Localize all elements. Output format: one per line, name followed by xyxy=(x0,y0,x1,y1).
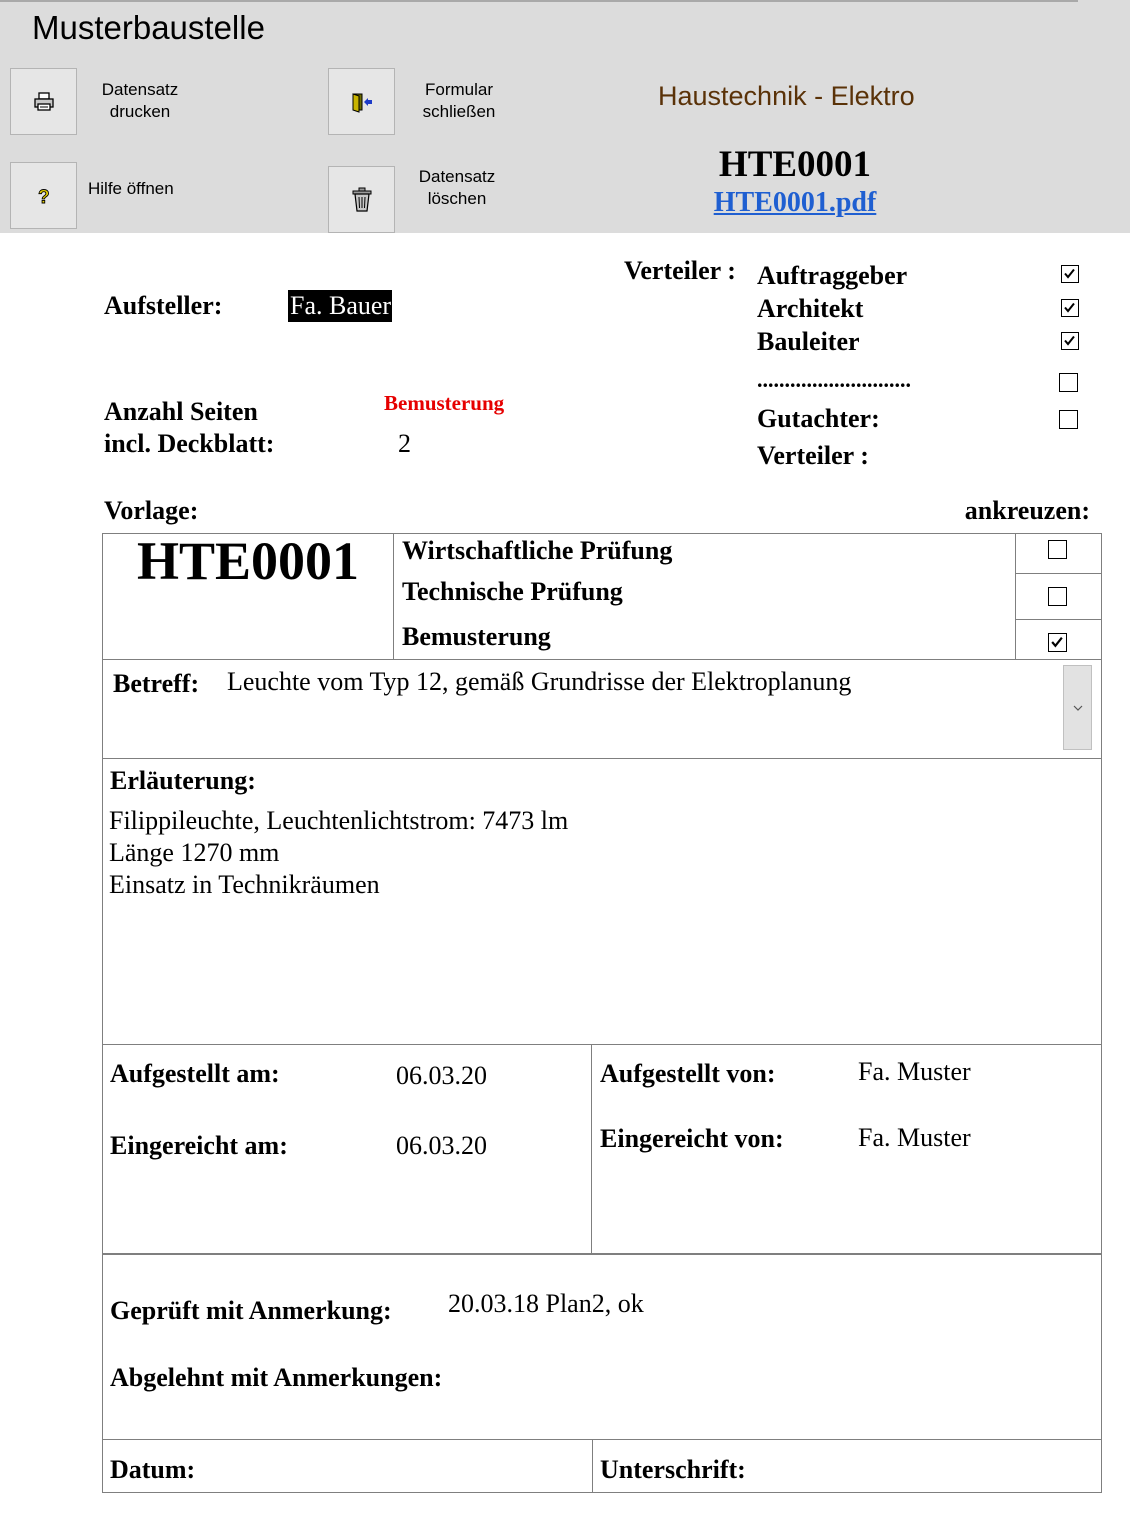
frame-line xyxy=(102,1439,1102,1440)
delete-label: Datensatz löschen xyxy=(418,167,496,208)
betreff-label: Betreff: xyxy=(113,669,200,698)
frame-line xyxy=(102,758,1102,759)
aufsteller-value[interactable]: Fa. Bauer xyxy=(290,291,392,320)
verteiler-footer: Verteiler : xyxy=(757,441,869,470)
checkbox-bemusterung[interactable] xyxy=(1048,633,1067,652)
type-badge: Bemusterung xyxy=(384,391,505,415)
frame-line xyxy=(102,1492,1102,1493)
aufgestellt-von-value[interactable]: Fa. Muster xyxy=(858,1057,971,1086)
distribution-gutachter: Gutachter: xyxy=(757,404,880,433)
help-button[interactable] xyxy=(10,162,77,229)
header-top-border xyxy=(0,0,1078,2)
record-id-header: HTE0001 xyxy=(718,144,872,185)
chevron-down-icon xyxy=(1073,705,1083,711)
distribution-bauleiter: Bauleiter xyxy=(757,327,860,356)
question-mark-icon xyxy=(37,186,51,206)
help-label: Hilfe öffnen xyxy=(88,179,174,198)
distribution-dotted: ............................ xyxy=(757,367,911,392)
checkbox-bauleiter[interactable] xyxy=(1061,332,1079,350)
checkbox-gutachter[interactable] xyxy=(1059,410,1078,429)
aufsteller-label: Aufsteller: xyxy=(104,291,223,320)
close-form-label: Formular schließen xyxy=(422,80,496,121)
eingereicht-am-value[interactable]: 06.03.20 xyxy=(396,1131,487,1160)
betreff-dropdown-button[interactable] xyxy=(1063,665,1092,750)
checkbox-auftraggeber[interactable] xyxy=(1061,265,1079,283)
frame-line xyxy=(1015,533,1016,659)
vorlage-id: HTE0001 xyxy=(136,531,360,591)
frame-line xyxy=(591,1044,592,1254)
checkbox-dotted[interactable] xyxy=(1059,373,1078,392)
aufgestellt-am-label: Aufgestellt am: xyxy=(110,1059,280,1088)
eingereicht-von-value[interactable]: Fa. Muster xyxy=(858,1123,971,1152)
exit-door-icon xyxy=(350,91,374,113)
aufgestellt-von-label: Aufgestellt von: xyxy=(600,1059,776,1088)
svg-text:?: ? xyxy=(37,186,50,206)
unterschrift-label: Unterschrift: xyxy=(600,1455,746,1484)
betreff-value[interactable]: Leuchte vom Typ 12, gemäß Grundrisse der Elektroplanung xyxy=(227,667,852,696)
frame-line xyxy=(102,659,1102,660)
frame-line xyxy=(1015,573,1101,574)
distribution-auftraggeber: Auftraggeber xyxy=(757,261,908,290)
site-title: Musterbaustelle xyxy=(32,9,265,46)
erlaeuterung-line-3[interactable]: Einsatz in Technikräumen xyxy=(109,870,380,899)
review-bemusterung: Bemusterung xyxy=(402,622,551,651)
review-wirtschaftlich: Wirtschaftliche Prüfung xyxy=(402,536,673,565)
trash-icon xyxy=(351,187,373,213)
checkmark-icon xyxy=(1063,334,1076,347)
eingereicht-am-label: Eingereicht am: xyxy=(110,1131,288,1160)
datum-label: Datum: xyxy=(110,1455,196,1484)
close-form-button[interactable] xyxy=(328,68,395,135)
vorlage-label: Vorlage: xyxy=(104,496,199,525)
checkmark-icon xyxy=(1050,635,1064,649)
geprueft-value[interactable]: 20.03.18 Plan2, ok xyxy=(448,1289,644,1318)
print-button[interactable] xyxy=(10,68,77,135)
ankreuzen-label: ankreuzen: xyxy=(964,496,1090,525)
checkmark-icon xyxy=(1063,267,1076,280)
frame-line xyxy=(102,533,103,1493)
delete-button[interactable] xyxy=(328,166,395,233)
checkbox-wirtschaftlich[interactable] xyxy=(1048,540,1067,559)
print-label: Datensatz drucken xyxy=(101,80,179,121)
erlaeuterung-line-2[interactable]: Länge 1270 mm xyxy=(109,838,280,867)
printer-icon xyxy=(33,92,55,112)
verteiler-label: Verteiler : xyxy=(624,256,736,285)
erlaeuterung-label: Erläuterung: xyxy=(110,766,256,795)
geprueft-label: Geprüft mit Anmerkung: xyxy=(110,1296,392,1325)
frame-line xyxy=(1015,619,1101,620)
frame-line xyxy=(102,1044,1102,1045)
review-technisch: Technische Prüfung xyxy=(402,577,623,606)
category-title: Haustechnik - Elektro xyxy=(658,81,915,111)
aufgestellt-am-value[interactable]: 06.03.20 xyxy=(396,1061,487,1090)
pdf-link[interactable]: HTE0001.pdf xyxy=(713,187,877,218)
frame-line xyxy=(102,1253,1102,1255)
abgelehnt-label: Abgelehnt mit Anmerkungen: xyxy=(110,1363,443,1392)
frame-line xyxy=(393,533,394,659)
distribution-architekt: Architekt xyxy=(757,294,864,323)
checkmark-icon xyxy=(1063,301,1076,314)
pages-value[interactable]: 2 xyxy=(398,429,411,458)
erlaeuterung-line-1[interactable]: Filippileuchte, Leuchtenlichtstrom: 7473 lm xyxy=(109,806,569,835)
frame-line xyxy=(592,1439,593,1493)
checkbox-technisch[interactable] xyxy=(1048,587,1067,606)
checkbox-architekt[interactable] xyxy=(1061,299,1079,317)
eingereicht-von-label: Eingereicht von: xyxy=(600,1124,784,1153)
frame-line xyxy=(1101,533,1102,1493)
pages-label: Anzahl Seiten incl. Deckblatt: xyxy=(104,397,275,458)
